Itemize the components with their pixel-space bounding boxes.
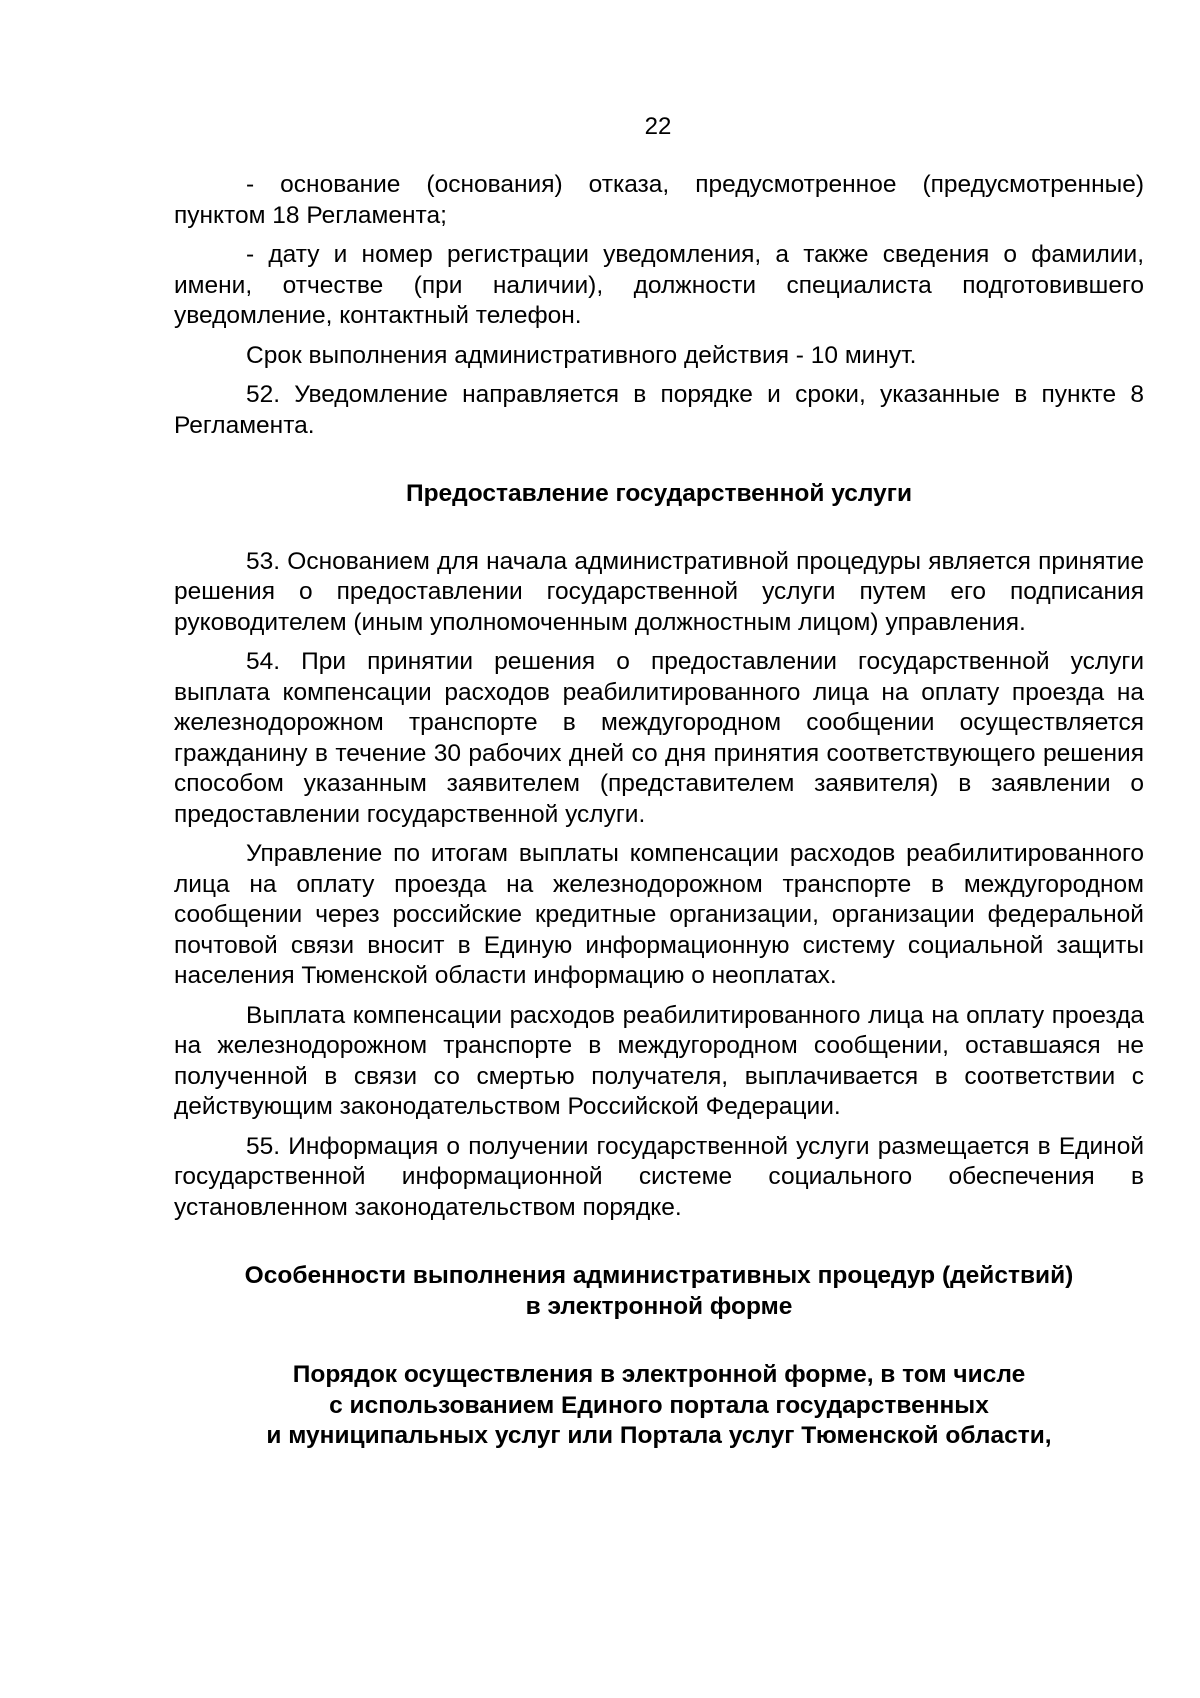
heading-line: с использованием Единого портала государственных — [329, 1391, 989, 1419]
paragraph: Срок выполнения административного действия - 10 минут. — [246, 341, 917, 369]
heading-line: в электронной форме — [525, 1292, 793, 1320]
heading-line: и муниципальных услуг или Портала услуг Тюменской области, — [266, 1422, 1052, 1449]
page-number: 22 — [644, 113, 672, 140]
paragraph: 52. Уведомление направляется в порядке и сроки, указанные в пункте 8 Регламента. — [174, 381, 1144, 439]
heading-line: Особенности выполнения административных процедур (действий) — [244, 1262, 1074, 1289]
paragraph: 54. При принятии решения о предоставлении государственной услуги выплата компенсации расходов реабилитированного лица на оплату проезда на железнодорожном транспорте в междугородном сообщении осуществляется гражданину в течение 30 рабочих дней со дня принятия соответствующего решения способом указанным заявителем (представителем заявителя) в заявлении о предоставлении государственной услуги. — [174, 648, 1144, 828]
paragraph: 55. Информация о получении государственной услуги размещается в Единой государственной информационной системе социального обеспечения в установленном законодательством порядке. — [174, 1132, 1144, 1221]
subsection-heading — [174, 1360, 1144, 1452]
paragraph: 53. Основанием для начала административной процедуры является принятие решения о предоставлении государственной услуги путем его подписания руководителем (иным уполномоченным должностным лицом) управления. — [174, 547, 1144, 636]
paragraph: - дату и номер регистрации уведомления, а также сведения о фамилии, имени, отчестве (при наличии), должности специалиста подготовившего уведомление, контактный телефон. — [174, 241, 1144, 329]
paragraph: Выплата компенсации расходов реабилитированного лица на оплату проезда на железнодорожном транспорте в междугородном сообщении, оставшаяся не полученной в связи со смертью получателя, выплачивается в соответствии с действующим законодательством Российской Федерации. — [174, 1001, 1144, 1120]
document-body — [174, 170, 1144, 1452]
section-heading — [174, 1261, 1144, 1322]
paragraph: - основание (основания) отказа, предусмотренное (предусмотренные) пунктом 18 Регламента; — [174, 171, 1144, 229]
section-heading: Предоставление государственной услуги — [405, 480, 913, 507]
heading-line: Порядок осуществления в электронной форме, в том числе — [292, 1361, 1026, 1388]
paragraph: Управление по итогам выплаты компенсации расходов реабилитированного лица на оплату проезда на железнодорожном транспорте в междугородном сообщении через российские кредитные организации, организации федеральной почтовой связи вносит в Единую информационную систему социальной защиты населения Тюменской области информацию о неоплатах. — [174, 840, 1144, 989]
